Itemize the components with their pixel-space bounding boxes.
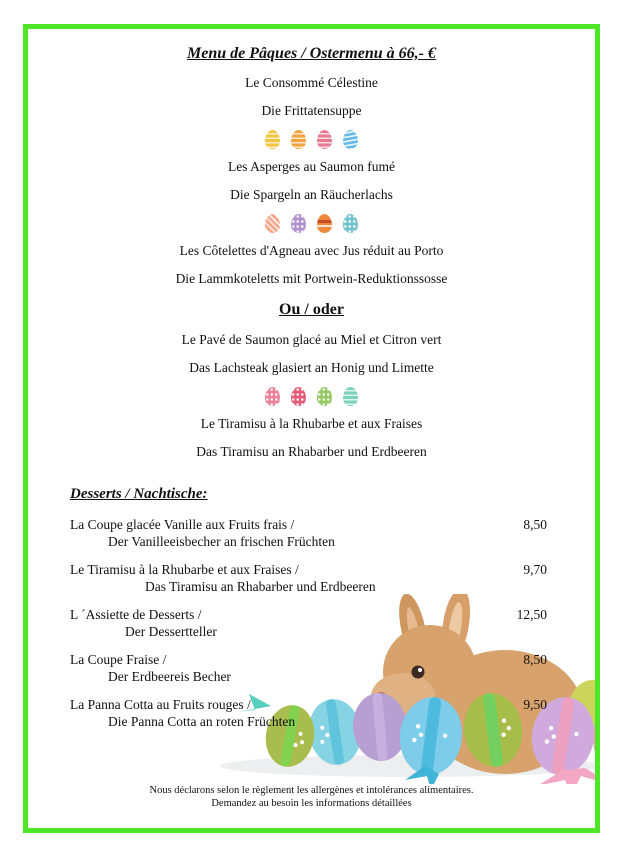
easter-eggs-row-1 [28, 125, 595, 153]
course3-german: Die Lammkoteletts mit Portwein-Reduktionssosse [175, 271, 448, 286]
dessert-item [70, 561, 547, 595]
dessert-name-german: Der Vanilleeisbecher an frischen Früchten [108, 534, 335, 549]
easter-egg-icon [343, 130, 358, 149]
allergen-notice-line1: Nous déclarons selon le règlement les allergènes et intolérances alimentaires. [149, 785, 474, 796]
easter-egg-icon [265, 387, 280, 406]
easter-egg-icon [291, 130, 306, 149]
dessert-name-german: Der Erdbeereis Becher [108, 669, 231, 684]
course1-german: Die Frittatensuppe [261, 103, 362, 118]
dessert-price: 8,50 [523, 652, 547, 667]
easter-egg-icon [265, 130, 280, 149]
easter-egg-icon [343, 214, 358, 233]
desserts-heading: Desserts / Nachtische: [70, 486, 208, 502]
dessert-price: 9,70 [523, 562, 547, 577]
dessert-item [70, 651, 547, 685]
dessert-item [70, 696, 547, 730]
easter-eggs-row-3 [28, 382, 595, 410]
easter-egg-icon [291, 387, 306, 406]
course2-french: Les Asperges au Saumon fumé [228, 159, 395, 174]
course2-german: Die Spargeln an Räucherlachs [230, 187, 393, 202]
course4-french: Le Pavé de Saumon glacé au Miel et Citron vert [181, 332, 442, 347]
easter-egg-icon [317, 387, 332, 406]
dessert-price: 12,50 [516, 607, 547, 622]
dessert-item [70, 516, 547, 550]
or-divider-heading: Ou / oder [279, 301, 344, 318]
desserts-section [70, 484, 547, 730]
easter-egg-icon [265, 214, 280, 233]
dessert-name-german: Das Tiramisu an Rhabarber und Erdbeeren [145, 579, 376, 594]
easter-eggs-row-2 [28, 209, 595, 237]
allergen-notice [28, 784, 595, 810]
easter-egg-icon [291, 214, 306, 233]
dessert-name-french: La Coupe Fraise / [70, 652, 167, 667]
dessert-price: 8,50 [523, 517, 547, 532]
course5-french: Le Tiramisu à la Rhubarbe et aux Fraises [200, 416, 423, 431]
dessert-name-french: Le Tiramisu à la Rhubarbe et aux Fraises / [70, 562, 299, 577]
dessert-name-french: La Coupe glacée Vanille aux Fruits frais / [70, 517, 295, 532]
easter-egg-icon [317, 130, 332, 149]
dessert-item [70, 606, 547, 640]
easter-egg-icon [343, 387, 358, 406]
dessert-name-french: L ´Assiette de Desserts / [70, 607, 202, 622]
course4-german: Das Lachsteak glasiert an Honig und Limette [189, 360, 434, 375]
dessert-name-german: Die Panna Cotta an roten Früchten [108, 714, 296, 729]
dessert-name-french: La Panna Cotta au Fruits rouges / [70, 697, 251, 712]
menu-title: Menu de Pâques / Ostermenu à 66,- € [187, 45, 436, 62]
dessert-name-german: Der Dessertteller [125, 624, 217, 639]
allergen-notice-line2: Demandez au besoin les informations détaillées [211, 798, 412, 809]
green-border-frame [23, 24, 600, 833]
course3-french: Les Côtelettes d'Agneau avec Jus réduit au Porto [179, 243, 444, 258]
easter-egg-icon [317, 214, 332, 233]
course5-german: Das Tiramisu an Rhabarber und Erdbeeren [196, 444, 427, 459]
course1-french: Le Consommé Célestine [245, 75, 378, 90]
dessert-price: 9,50 [523, 697, 547, 712]
